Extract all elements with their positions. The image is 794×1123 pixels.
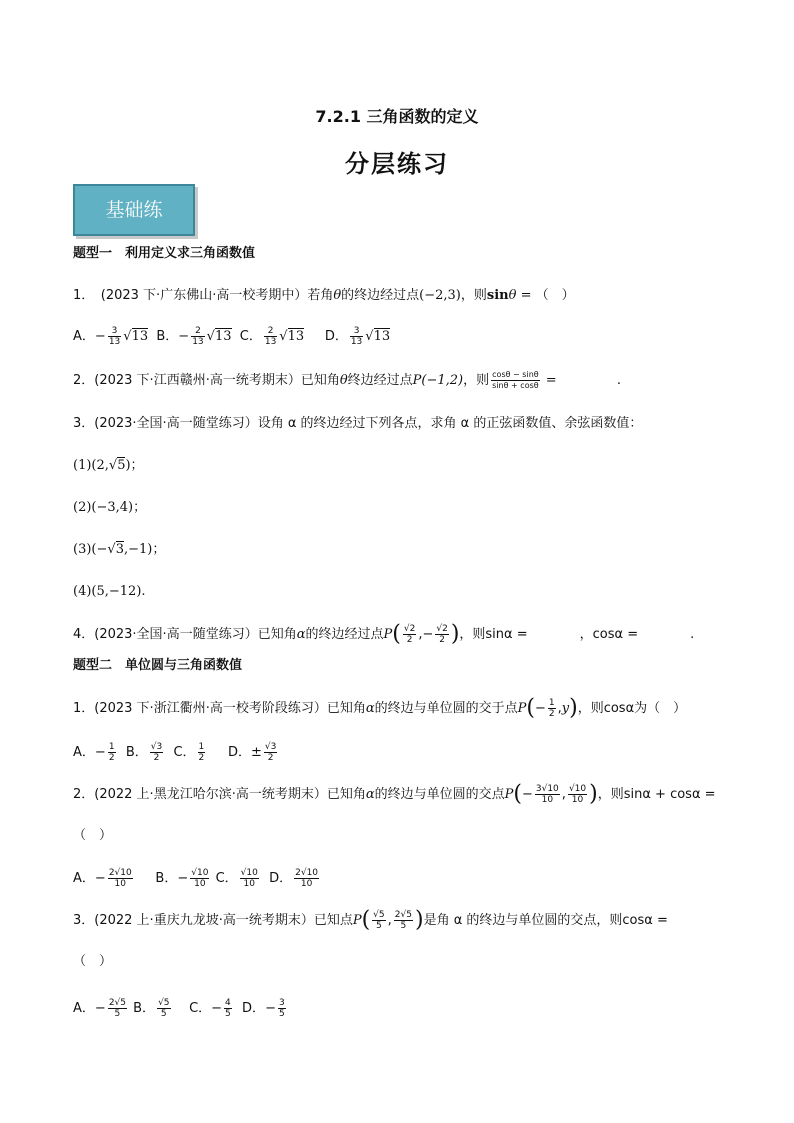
type1-q3: 3．(2023·全国·高一随堂练习）设角 α 的终边经过下列各点，求角 α 的正弦函数值、余弦函数值： bbox=[73, 416, 643, 431]
type2-heading: 题型二 单位圆与三角函数值 bbox=[73, 658, 243, 673]
type1-heading: 题型一 利用定义求三角函数值 bbox=[73, 246, 256, 261]
type2-q2: 2．(2022 上·黑龙江哈尔滨·高一统考期末）已知角α的终边与单位圆的交点P(− $\frac{3√10}{10}$ , $\frac{√10}{10}$ )，则sinα + cosα = bbox=[73, 781, 716, 807]
type2-q1: 1．(2023 下·浙江衢州·高一校考阶段练习）已知角α的终边与单位圆的交于点P(− $\frac{1}{2}$ ,y)，则cosα为（ ） bbox=[73, 695, 687, 721]
type1-q3-item2: (2)(−3,4)； bbox=[73, 500, 147, 515]
type1-q3-item3: (3)(−√3,−1)； bbox=[73, 542, 166, 557]
type1-q4: 4．(2023·全国·高一随堂练习）已知角α的终边经过点P( $\frac{√2}{2}$ ,− $\frac{√2}{2}$ )，则sinα = ，cosα = . bbox=[73, 621, 695, 647]
type1-q3-item4: (4)(5,−12). bbox=[73, 584, 146, 599]
page-title: 7.2.1 三角函数的定义 bbox=[315, 107, 479, 126]
type1-q2: 2．(2023 下·江西赣州·高一统考期末）已知角θ终边经过点P(−1,2)，则 $\frac{\cos\theta - \sin\theta}{\sin\theta + \cos\theta}$ = . bbox=[73, 370, 621, 390]
section-label: 基础练 bbox=[105, 199, 163, 221]
type2-q3-paren: （ ） bbox=[73, 954, 113, 969]
type2-q2-options: A．− $\frac{2√10}{10}$ B．− $\frac{√10}{10}$ C． $\frac{√10}{10}$ D． $\frac{2√10}{10}$ bbox=[73, 868, 319, 889]
section-label-box bbox=[73, 184, 195, 236]
type2-q3-options: A．− $\frac{2√5}{5}$ B． $\frac{√5}{5}$ C．− $\frac{4}{5}$ D．− $\frac{3}{5}$ bbox=[73, 998, 285, 1019]
type2-q1-options: A．− $\frac{1}{2}$ B． $\frac{√3}{2}$ C． $\frac{1}{2}$ D．± $\frac{√3}{2}$ bbox=[73, 742, 277, 763]
type1-q1-options: A．− $\frac{3}{13}$ √13 B．− $\frac{2}{13}$ √13 C． $\frac{2}{13}$ √13 D． $\frac{3}{13}$ √13 bbox=[73, 326, 391, 347]
page-subtitle: 分层练习 bbox=[345, 150, 449, 178]
type2-q3: 3．(2022 上·重庆九龙坡·高一统考期末）已知点P( $\frac{√5}{5}$ , $\frac{2√5}{5}$ )是角 α 的终边与单位圆的交点，则cosα = bbox=[73, 907, 668, 933]
type2-q2-paren: （ ） bbox=[73, 828, 113, 843]
type1-q3-item1: (1)(2,√5)； bbox=[73, 458, 144, 473]
type1-q1: 1． (2023 下·广东佛山·高一校考期中）若角θ的终边经过点(−2,3)，则sinθ = （ ） bbox=[73, 288, 575, 303]
